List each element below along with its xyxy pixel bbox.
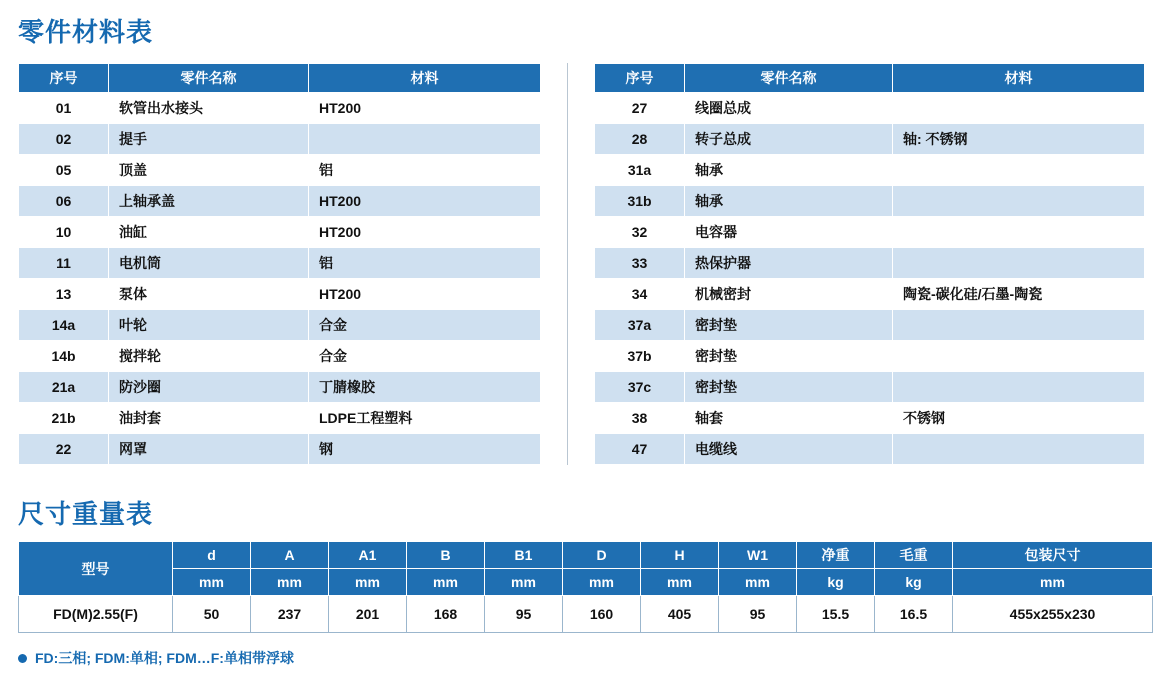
cell-no: 01: [19, 93, 109, 124]
cell-no: 32: [595, 217, 685, 248]
cell-b1: 95: [485, 596, 563, 633]
table-row: [595, 403, 1145, 434]
cell-a: 237: [251, 596, 329, 633]
unit-b: mm: [407, 569, 485, 596]
cell-material: [893, 186, 1145, 217]
dimensions-table: [18, 541, 1153, 633]
cell-name: 泵体: [109, 279, 309, 310]
cell-material: [893, 372, 1145, 403]
cell-dd: 160: [563, 596, 641, 633]
col-header-material: 材料: [309, 64, 541, 93]
parts-table-left: [18, 63, 541, 465]
unit-dd: mm: [563, 569, 641, 596]
cell-material: [893, 155, 1145, 186]
table-row: [595, 279, 1145, 310]
col-header-dd: D: [563, 542, 641, 569]
table-row: [19, 124, 541, 155]
table-row: [19, 596, 1153, 633]
table-row: [19, 279, 541, 310]
bullet-icon: [18, 654, 27, 663]
col-header-h: H: [641, 542, 719, 569]
table-row: [595, 217, 1145, 248]
col-header-b1: B1: [485, 542, 563, 569]
cell-material: [893, 93, 1145, 124]
table-row: [19, 310, 541, 341]
footnote-text: FD:三相; FDM:单相; FDM…F:单相带浮球: [35, 650, 294, 666]
table-divider: [567, 63, 568, 465]
cell-name: 提手: [109, 124, 309, 155]
table-row: [19, 217, 541, 248]
cell-no: 14b: [19, 341, 109, 372]
cell-name: 轴承: [685, 155, 893, 186]
cell-material: 铝: [309, 248, 541, 279]
cell-material: HT200: [309, 217, 541, 248]
cell-no: 05: [19, 155, 109, 186]
cell-no: 28: [595, 124, 685, 155]
cell-no: 37a: [595, 310, 685, 341]
cell-material: [893, 248, 1145, 279]
cell-name: 上轴承盖: [109, 186, 309, 217]
cell-material: [893, 217, 1145, 248]
cell-name: 网罩: [109, 434, 309, 465]
cell-name: 防沙圈: [109, 372, 309, 403]
cell-name: 密封垫: [685, 372, 893, 403]
cell-no: 31a: [595, 155, 685, 186]
col-header-net-weight: 净重: [797, 542, 875, 569]
cell-material: 钢: [309, 434, 541, 465]
cell-no: 02: [19, 124, 109, 155]
cell-no: 06: [19, 186, 109, 217]
cell-no: 11: [19, 248, 109, 279]
cell-name: 轴承: [685, 186, 893, 217]
table-row: [19, 155, 541, 186]
dimensions-table-container: [18, 541, 1152, 633]
col-header-name: 零件名称: [109, 64, 309, 93]
cell-no: 22: [19, 434, 109, 465]
unit-a: mm: [251, 569, 329, 596]
unit-net-weight: kg: [797, 569, 875, 596]
cell-no: 21b: [19, 403, 109, 434]
unit-a1: mm: [329, 569, 407, 596]
cell-model: FD(M)2.55(F): [19, 596, 173, 633]
col-header-model: 型号: [19, 542, 173, 596]
cell-material: 丁腈橡胶: [309, 372, 541, 403]
cell-w1: 95: [719, 596, 797, 633]
cell-a1: 201: [329, 596, 407, 633]
table-row: [595, 155, 1145, 186]
table-row: [595, 310, 1145, 341]
cell-no: 47: [595, 434, 685, 465]
cell-no: 21a: [19, 372, 109, 403]
cell-material: 合金: [309, 341, 541, 372]
cell-name: 热保护器: [685, 248, 893, 279]
table-row: [595, 434, 1145, 465]
cell-name: 电缆线: [685, 434, 893, 465]
cell-gross-weight: 16.5: [875, 596, 953, 633]
cell-no: 27: [595, 93, 685, 124]
table-row: [595, 186, 1145, 217]
unit-gross-weight: kg: [875, 569, 953, 596]
table-header-row: [19, 64, 541, 93]
cell-name: 搅拌轮: [109, 341, 309, 372]
unit-h: mm: [641, 569, 719, 596]
cell-no: 37b: [595, 341, 685, 372]
cell-package-size: 455x255x230: [953, 596, 1153, 633]
cell-name: 密封垫: [685, 341, 893, 372]
parts-tables-container: [18, 63, 1152, 465]
cell-name: 机械密封: [685, 279, 893, 310]
cell-material: 不锈钢: [893, 403, 1145, 434]
page-title-parts: 零件材料表: [18, 17, 154, 47]
col-header-name: 零件名称: [685, 64, 893, 93]
col-header-a: A: [251, 542, 329, 569]
table-row: [19, 341, 541, 372]
table-row: [595, 248, 1145, 279]
cell-material: 陶瓷-碳化硅/石墨-陶瓷: [893, 279, 1145, 310]
table-row: [19, 248, 541, 279]
dimensions-table-head: [19, 542, 1153, 596]
col-header-gross-weight: 毛重: [875, 542, 953, 569]
parts-table-right: [594, 63, 1145, 465]
cell-no: 14a: [19, 310, 109, 341]
col-header-b: B: [407, 542, 485, 569]
cell-name: 电机筒: [109, 248, 309, 279]
parts-table-left-head: [19, 64, 541, 93]
cell-material: HT200: [309, 186, 541, 217]
table-unit-row: [19, 569, 1153, 596]
cell-name: 转子总成: [685, 124, 893, 155]
unit-d: mm: [173, 569, 251, 596]
col-header-material: 材料: [893, 64, 1145, 93]
cell-name: 密封垫: [685, 310, 893, 341]
cell-d: 50: [173, 596, 251, 633]
cell-no: 38: [595, 403, 685, 434]
table-header-row: [19, 542, 1153, 569]
cell-b: 168: [407, 596, 485, 633]
table-row: [595, 341, 1145, 372]
cell-no: 31b: [595, 186, 685, 217]
cell-name: 油封套: [109, 403, 309, 434]
table-row: [595, 124, 1145, 155]
footnote: [18, 648, 294, 668]
cell-name: 电容器: [685, 217, 893, 248]
cell-no: 34: [595, 279, 685, 310]
parts-table-left-body: [19, 93, 541, 465]
col-header-no: 序号: [19, 64, 109, 93]
dimensions-table-body: [19, 596, 1153, 633]
cell-material: HT200: [309, 93, 541, 124]
table-row: [19, 186, 541, 217]
unit-w1: mm: [719, 569, 797, 596]
cell-no: 13: [19, 279, 109, 310]
col-header-w1: W1: [719, 542, 797, 569]
parts-table-right-head: [595, 64, 1145, 93]
cell-name: 叶轮: [109, 310, 309, 341]
cell-name: 软管出水接头: [109, 93, 309, 124]
cell-no: 10: [19, 217, 109, 248]
cell-name: 线圈总成: [685, 93, 893, 124]
col-header-no: 序号: [595, 64, 685, 93]
cell-material: LDPE工程塑料: [309, 403, 541, 434]
cell-net-weight: 15.5: [797, 596, 875, 633]
cell-material: [893, 341, 1145, 372]
cell-no: 37c: [595, 372, 685, 403]
table-row: [19, 403, 541, 434]
table-row: [595, 372, 1145, 403]
table-row: [595, 93, 1145, 124]
col-header-package-size: 包装尺寸: [953, 542, 1153, 569]
cell-material: 轴: 不锈钢: [893, 124, 1145, 155]
table-header-row: [595, 64, 1145, 93]
cell-h: 405: [641, 596, 719, 633]
cell-material: 铝: [309, 155, 541, 186]
col-header-d: d: [173, 542, 251, 569]
cell-material: 合金: [309, 310, 541, 341]
cell-material: HT200: [309, 279, 541, 310]
cell-name: 顶盖: [109, 155, 309, 186]
parts-table-right-body: [595, 93, 1145, 465]
cell-material: [893, 434, 1145, 465]
unit-b1: mm: [485, 569, 563, 596]
cell-name: 油缸: [109, 217, 309, 248]
cell-material: [309, 124, 541, 155]
cell-name: 轴套: [685, 403, 893, 434]
cell-material: [893, 310, 1145, 341]
table-row: [19, 372, 541, 403]
unit-package-size: mm: [953, 569, 1153, 596]
page-title-dimensions: 尺寸重量表: [18, 499, 154, 529]
table-row: [19, 434, 541, 465]
table-row: [19, 93, 541, 124]
cell-no: 33: [595, 248, 685, 279]
col-header-a1: A1: [329, 542, 407, 569]
